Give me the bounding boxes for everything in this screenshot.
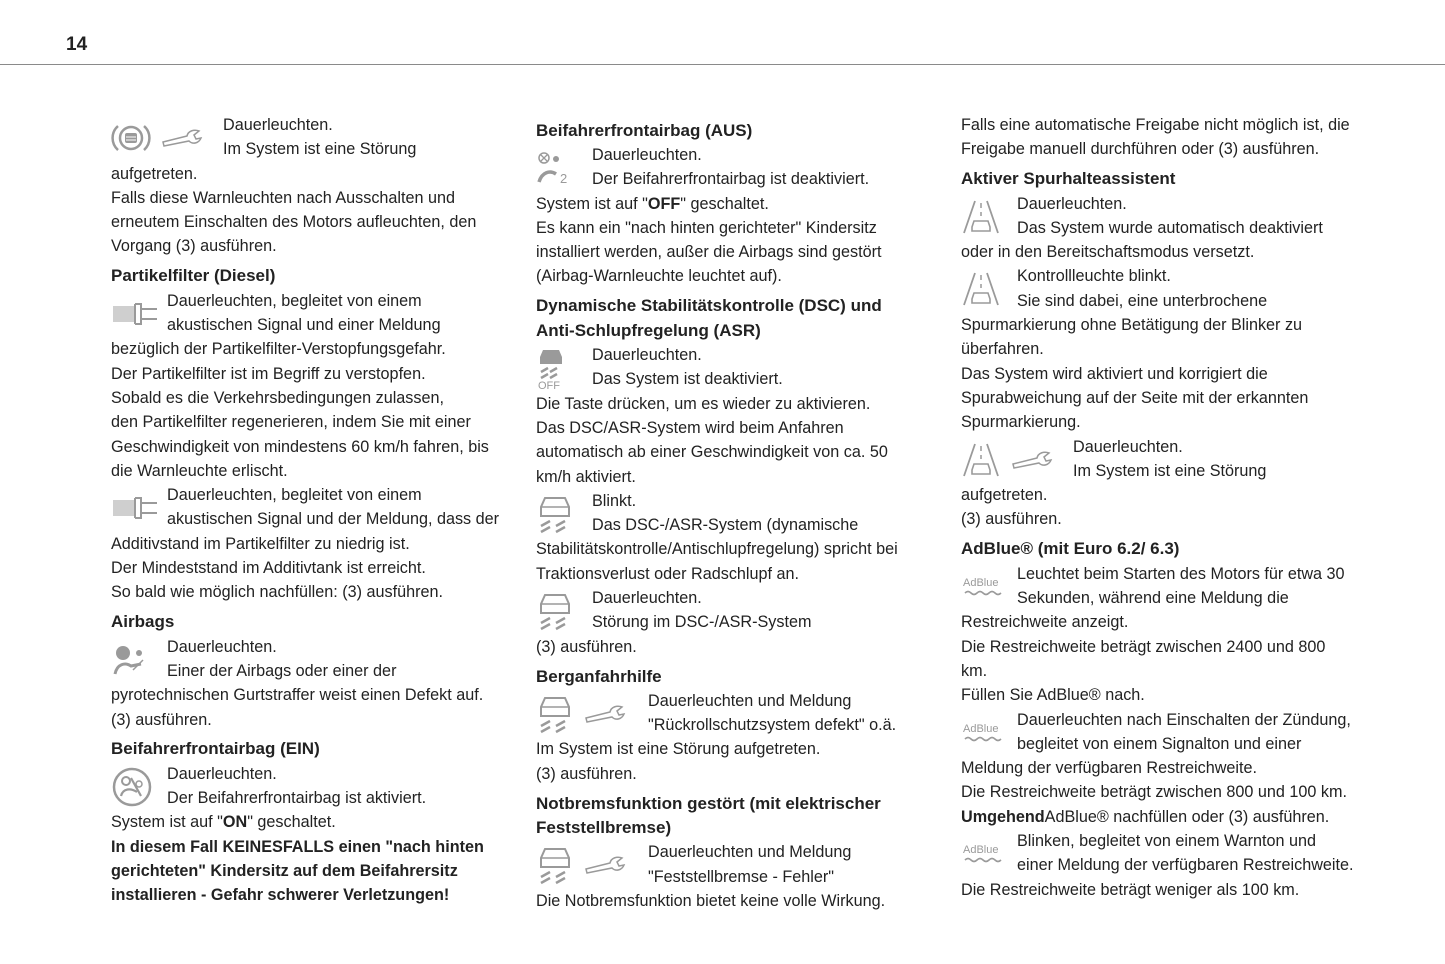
text-line: Dauerleuchten.: [1017, 194, 1127, 213]
text-line: Dauerleuchten, begleitet von einem: [167, 486, 422, 505]
dsc-off-icon: [536, 346, 576, 390]
section-heading: [111, 610, 511, 634]
icon-group: [111, 485, 169, 531]
wrench-icon: [161, 128, 213, 148]
text: " geschaltet.: [247, 813, 336, 832]
text-line: überfahren.: [961, 340, 1044, 359]
text-line: Freigabe manuell durchführen oder (3) ausführen.: [961, 140, 1320, 159]
text-line: begleitet von einem Signalton und einer: [1017, 734, 1302, 753]
text-line: Blinkt.: [592, 491, 637, 510]
text-line: Einer der Airbags oder einer der: [167, 661, 397, 680]
section-heading: [111, 264, 511, 288]
text: System ist auf ": [536, 194, 648, 213]
bold-text: OFF: [647, 194, 681, 213]
icon-group: [961, 266, 1011, 312]
text-line: installiert werden, außer die Airbags sind gestört: [536, 243, 882, 262]
particle-filter-icon: [111, 301, 169, 327]
text-line: Füllen Sie AdBlue® nach.: [961, 686, 1145, 705]
text-line: Die Taste drücken, um es wieder zu aktivieren.: [536, 394, 871, 413]
text-line: erneutem Einschalten des Motors aufleuchten, den: [111, 213, 477, 232]
wrench-icon: [584, 855, 636, 875]
text: System ist auf ": [111, 813, 223, 832]
text-line: die Warnleuchte erlischt.: [111, 461, 288, 480]
text-line: Dauerleuchten.: [223, 116, 333, 134]
text-line: gerichteten" Kindersitz auf dem Beifahrersitz: [111, 861, 458, 880]
section-heading: [536, 665, 936, 689]
airbag-icon: [111, 644, 157, 676]
text-line: Störung im DSC-/ASR-System: [592, 613, 812, 632]
icon-group: [111, 764, 163, 810]
header-divider: [0, 64, 1445, 65]
section-heading: [536, 294, 936, 343]
text-line: Blinken, begleitet von einem Warnton und: [1017, 831, 1317, 850]
warning-light-entry: [536, 143, 936, 289]
text-line: Das DSC/ASR-System wird beim Anfahren: [536, 418, 844, 437]
text-line: Dauerleuchten.: [1073, 437, 1183, 456]
text-line: Dauerleuchten.: [167, 764, 277, 783]
text-line: Sekunden, während eine Meldung die: [1017, 589, 1289, 608]
text-line: Der Beifahrerfrontairbag ist deaktiviert.: [592, 170, 870, 189]
svg-text:AdBlue: AdBlue: [963, 843, 999, 856]
icon-group: [536, 691, 636, 737]
text: AdBlue® nachfüllen oder (3) ausführen.: [1044, 807, 1330, 826]
text: " geschaltet.: [680, 194, 769, 213]
section-heading: [961, 167, 1371, 191]
text-line: Beifahrerfrontairbag (AUS): [536, 120, 753, 140]
passenger-airbag-off-icon: [536, 150, 582, 186]
text-line: Dauerleuchten und Meldung: [648, 691, 852, 710]
warning-light-entry: [111, 635, 511, 732]
text-line: aufgetreten.: [111, 164, 198, 183]
section-heading: [536, 119, 936, 143]
text-line: Partikelfilter (Diesel): [111, 266, 276, 286]
text-line: den Partikelfilter regenerieren, indem Sie mit einer: [111, 413, 471, 432]
lane-assist-icon: [961, 271, 1011, 307]
warning-light-entry: [961, 192, 1371, 265]
icon-group: [961, 831, 1015, 877]
icon-group: [961, 564, 1015, 610]
warning-light-entry: [111, 113, 511, 186]
icon-group: [111, 637, 157, 683]
text-line: Leuchtet beim Starten des Motors für etwa 30: [1017, 564, 1345, 583]
text-line: Dauerleuchten.: [592, 346, 702, 365]
lane-assist-icon: [961, 442, 1011, 478]
text-line: Der Partikelfilter ist im Begriff zu verstopfen.: [111, 364, 426, 383]
adblue-icon: [961, 720, 1015, 746]
text-line: Restreichweite anzeigt.: [961, 613, 1129, 632]
text-line: Kontrollleuchte blinkt.: [1017, 267, 1171, 286]
text-line: Der Beifahrerfrontairbag ist aktiviert.: [167, 789, 427, 808]
svg-text:AdBlue: AdBlue: [963, 722, 999, 735]
icon-group: [536, 491, 584, 537]
text-line: Dauerleuchten nach Einschalten der Zündung,: [1017, 710, 1351, 729]
text-line: pyrotechnischen Gurtstraffer weist einen Defekt auf.: [111, 686, 484, 705]
section-heading: [536, 792, 936, 841]
warning-light-entry: [111, 762, 511, 835]
text-line: Feststellbremse): [536, 818, 672, 838]
dsc-icon: [536, 494, 584, 534]
text-line: Anti-Schlupfregelung (ASR): [536, 320, 761, 340]
text-line: Die Restreichweite beträgt weniger als 100 km.: [961, 880, 1300, 899]
text-line: Der Mindeststand im Additivtank ist erreicht.: [111, 559, 426, 578]
icon-group: [536, 145, 582, 191]
text-line: Dynamische Stabilitätskontrolle (DSC) und: [536, 296, 882, 316]
warning-light-entry: [961, 708, 1371, 829]
text-line: Stabilitätskontrolle/Antischlupfregelung) spricht bei: [536, 540, 898, 559]
text-line: Meldung der verfügbaren Restreichweite.: [961, 759, 1258, 778]
text-line: Im System ist eine Störung aufgetreten.: [536, 740, 821, 759]
icon-group: [961, 437, 1063, 483]
warning-light-entry: [536, 343, 936, 489]
text-line: Im System ist eine Störung: [1073, 461, 1267, 480]
text-line: km/h aktiviert.: [536, 467, 636, 486]
text-line: Sie sind dabei, eine unterbrochene: [1017, 291, 1268, 310]
brake-icon: [111, 120, 161, 156]
text-line: Das System wurde automatisch deaktiviert: [1017, 218, 1323, 237]
text-line: Die Restreichweite beträgt zwischen 2400 und 800: [961, 637, 1326, 656]
bold-text: Umgehend: [961, 807, 1045, 826]
warning-light-entry: [111, 483, 511, 604]
warning-light-entry: [536, 489, 936, 586]
column-2: [536, 113, 936, 913]
column-3: [961, 113, 1371, 902]
warning-light-entry: [111, 289, 511, 483]
svg-text:2: 2: [560, 170, 568, 186]
text-line: (Airbag-Warnleuchte leuchtet auf).: [536, 267, 782, 286]
warning-light-entry: [536, 586, 936, 659]
text-line: Das DSC-/ASR-System (dynamische: [592, 516, 859, 535]
text-line: "Feststellbremse - Fehler": [648, 867, 835, 886]
text-line: Airbags: [111, 612, 175, 632]
text-line: Falls diese Warnleuchten nach Ausschalten und: [111, 188, 456, 207]
warning-light-entry: [961, 829, 1371, 902]
text-line: Traktionsverlust oder Radschlupf an.: [536, 564, 800, 583]
svg-text:AdBlue: AdBlue: [963, 576, 999, 589]
text-line: [961, 805, 1371, 829]
text-line: Spurmarkierung ohne Betätigung der Blinker zu: [961, 316, 1303, 335]
lane-assist-icon: [961, 199, 1011, 235]
warning-light-entry: [961, 264, 1371, 434]
particle-filter-icon: [111, 495, 169, 521]
text-line: Spurmarkierung.: [961, 413, 1081, 432]
text-line: Dauerleuchten, begleitet von einem: [167, 291, 422, 310]
column-1: [111, 113, 511, 908]
icon-group: [961, 194, 1011, 240]
paragraph: [961, 113, 1371, 162]
adblue-icon: [961, 841, 1015, 867]
wrench-icon: [584, 704, 636, 724]
text-line: Falls eine automatische Freigabe nicht möglich ist, die: [961, 116, 1350, 134]
text-line: [111, 810, 511, 834]
text-line: Dauerleuchten.: [592, 589, 702, 608]
text-line: So bald wie möglich nachfüllen: (3) ausführen.: [111, 583, 444, 602]
text-line: Spurabweichung auf der Seite mit der erkannten: [961, 388, 1309, 407]
text-line: akustischen Signal und einer Meldung: [167, 316, 441, 335]
paragraph: [111, 835, 511, 908]
text-line: (3) ausführen.: [536, 764, 637, 783]
text-line: einer Meldung der verfügbaren Restreichweite.: [1017, 856, 1354, 875]
dsc-icon: [536, 591, 584, 631]
text-line: oder in den Bereitschaftsmodus versetzt.: [961, 243, 1255, 262]
warning-light-entry: [536, 840, 936, 913]
icon-group: [111, 291, 169, 337]
text-line: aufgetreten.: [961, 486, 1048, 505]
text-line: Vorgang (3) ausführen.: [111, 237, 277, 256]
text-line: Berganfahrhilfe: [536, 666, 662, 686]
text-line: In diesem Fall KEINESFALLS einen "nach hinten: [111, 837, 484, 856]
text-line: akustischen Signal und der Meldung, dass der: [167, 510, 500, 529]
section-heading: [961, 537, 1371, 561]
svg-text:OFF: OFF: [538, 380, 560, 391]
text-line: [536, 192, 936, 216]
text-line: (3) ausführen.: [111, 710, 212, 729]
dsc-icon: [536, 845, 584, 885]
text-line: Notbremsfunktion gestört (mit elektrischer: [536, 793, 881, 813]
text-line: km.: [961, 661, 988, 680]
page-number: 14: [66, 34, 88, 55]
text-line: Im System ist eine Störung: [223, 140, 417, 159]
dsc-icon: [536, 694, 584, 734]
wrench-icon: [1011, 450, 1063, 470]
icon-group: [536, 588, 584, 634]
adblue-icon: [961, 574, 1015, 600]
text-line: Dauerleuchten.: [592, 145, 702, 164]
text-line: Die Restreichweite beträgt zwischen 800 und 100 km.: [961, 783, 1348, 802]
icon-group: [111, 115, 213, 161]
warning-light-entry: [961, 562, 1371, 708]
text-line: Additivstand im Partikelfilter zu niedrig ist.: [111, 534, 410, 553]
icon-group: [536, 842, 636, 888]
text-line: Es kann ein "nach hinten gerichteter" Kindersitz: [536, 218, 877, 237]
warning-light-entry: [536, 689, 936, 786]
text-line: Dauerleuchten und Meldung: [648, 843, 852, 862]
text-line: Das System wird aktiviert und korrigiert die: [961, 364, 1268, 383]
text-line: Beifahrerfrontairbag (EIN): [111, 739, 320, 759]
text-line: Das System ist deaktiviert.: [592, 370, 783, 389]
text-line: bezüglich der Partikelfilter-Verstopfungsgefahr.: [111, 340, 446, 359]
text-line: AdBlue® (mit Euro 6.2/ 6.3): [961, 539, 1180, 559]
text-line: Geschwindigkeit von mindestens 60 km/h fahren, bis: [111, 437, 489, 456]
bold-text: ON: [222, 813, 248, 832]
text-line: Sobald es die Verkehrsbedingungen zulassen,: [111, 388, 444, 407]
section-heading: [111, 737, 511, 761]
text-line: Aktiver Spurhalteassistent: [961, 169, 1176, 189]
text-line: (3) ausführen.: [536, 637, 637, 656]
text-line: automatisch ab einer Geschwindigkeit von ca. 50: [536, 443, 888, 462]
paragraph: [111, 186, 511, 259]
text-line: Die Notbremsfunktion bietet keine volle Wirkung.: [536, 891, 886, 910]
text-line: (3) ausführen.: [961, 510, 1062, 529]
text-line: Dauerleuchten.: [167, 637, 277, 656]
text-line: "Rückrollschutzsystem defekt" o.ä.: [648, 716, 897, 735]
warning-light-entry: [961, 435, 1371, 532]
icon-group: [536, 345, 576, 391]
text-line: installieren - Gefahr schwerer Verletzungen!: [111, 886, 450, 905]
passenger-airbag-on-icon: [111, 766, 163, 808]
icon-group: [961, 710, 1015, 756]
